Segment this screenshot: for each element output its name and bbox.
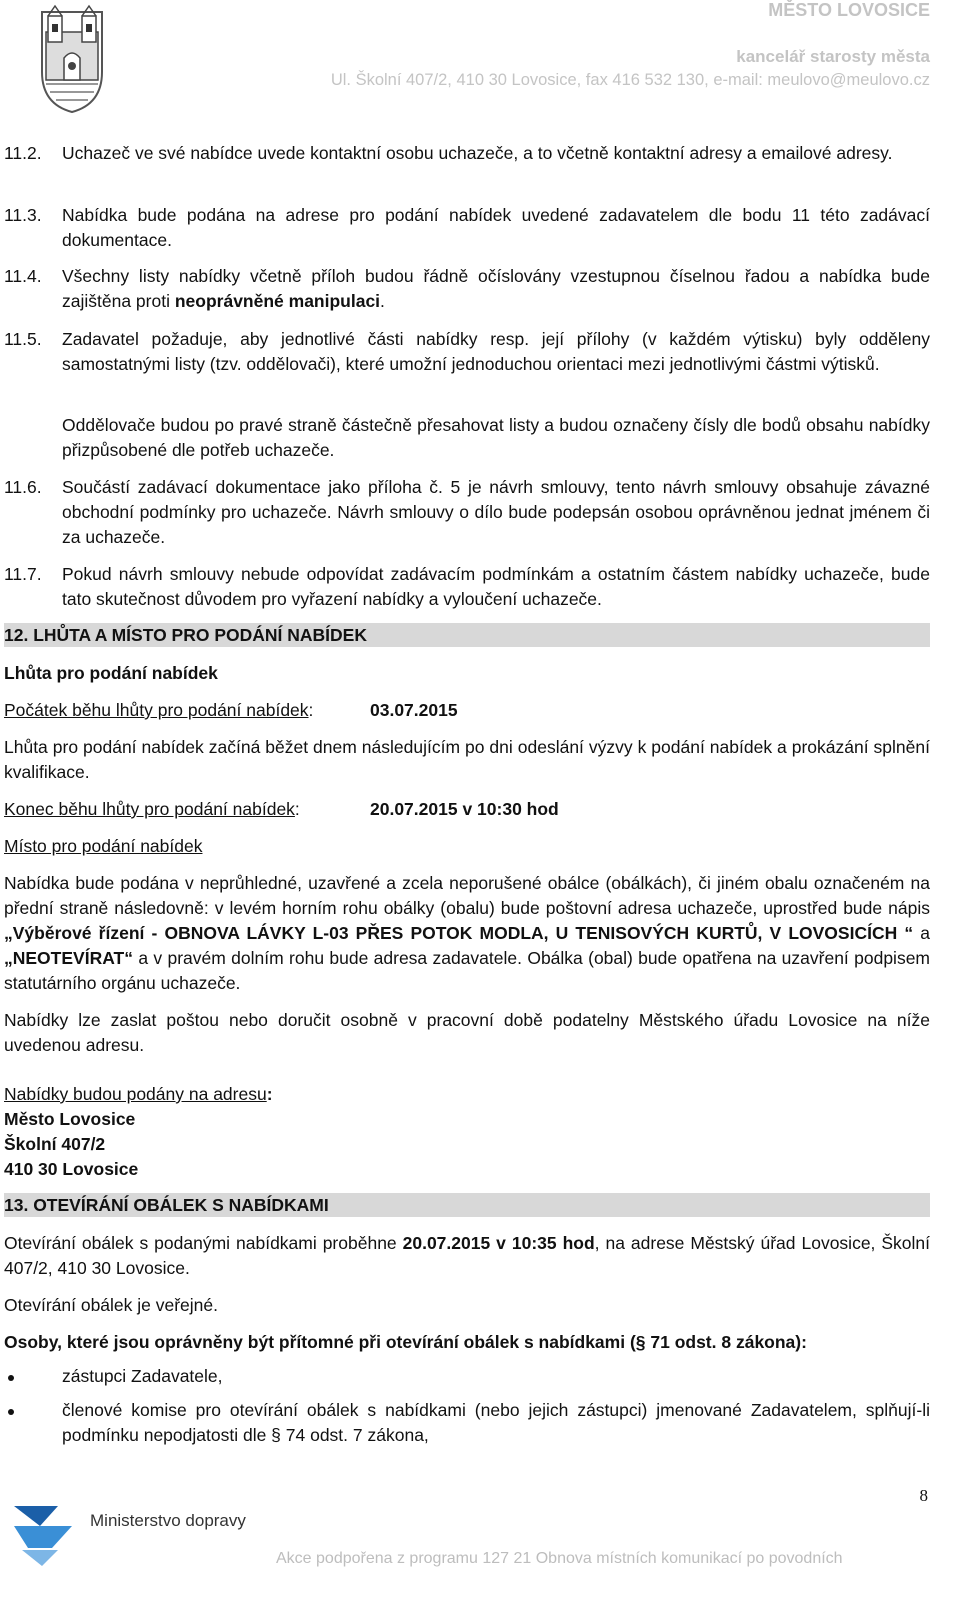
item-number: 11.6. [4,477,42,497]
item-text: Pokud návrh smlouvy nebude odpovídat zadávacím podmínkám a ostatním částem nabídky uchazeče, bude tato skutečnost důvodem pro vyřazení nabídky a vyloučení uchazeče. [62,564,930,609]
ministry-name: Ministerstvo dopravy [90,1511,246,1530]
subheading-place: Místo pro podání nabídek [4,836,203,856]
deadline-start: Počátek běhu lhůty pro podání nabídek: 03.07.2015 [4,698,930,723]
opening-date: 20.07.2015 v 10:35 hod [402,1233,595,1253]
item-number: 11.4. [4,266,42,286]
item-text-emphasis: neoprávněné manipulaci [174,291,381,311]
item-number: 11.7. [4,564,42,584]
address-line: Školní 407/2 [4,1134,106,1154]
opening-text: Otevírání obálek s podanými nabídkami proběhne [4,1233,403,1253]
item-number: 11.3. [4,205,42,225]
envelope-title: „Výběrové řízení - OBNOVA LÁVKY L-03 PŘES POTOK MODLA, U TENISOVÝCH KURTŮ, V LOVOSICÍCH “ [4,923,914,943]
deadline-end-label: Konec běhu lhůty pro podání nabídek [4,799,295,819]
list-item [4,141,930,166]
item-text: Uchazeč ve své nabídce uvede kontaktní osobu uchazeče, a to včetně kontaktní adresy a emailové adresy. [62,143,893,163]
bullet-icon [8,1375,14,1381]
opening-paragraph [4,1231,930,1281]
item-text-part: Všechny listy nabídky včetně příloh budou řádně očíslovány vzestupnou číselnou řadou a nabídka bude zajištěna proti [62,266,930,311]
list-item [4,562,930,612]
list-item [4,264,930,314]
item-number: 11.2. [4,143,42,163]
opening-text: , na adrese Městský úřad Lovosice, Školní 407/2, 410 30 Lovosice. [4,1233,931,1278]
ministry-of-transport-logo-icon [12,1500,252,1570]
header-address: Ul. Školní 407/2, 410 30 Lovosice, fax 416 532 130, e-mail: meulovo@meulovo.cz [330,71,930,89]
opening-public: Otevírání obálek je veřejné. [4,1295,219,1315]
deadline-end: Konec běhu lhůty pro podání nabídek: 20.07.2015 v 10:30 hod [4,797,930,822]
address-line: Město Lovosice [4,1109,136,1129]
address-line: 410 30 Lovosice [4,1159,139,1179]
list-item [4,327,930,377]
deadline-start-label: Počátek běhu lhůty pro podání nabídek [4,700,309,720]
item-number: 11.5. [4,329,42,349]
item-text [62,264,930,314]
place-paragraph-2: Nabídky lze zaslat poštou nebo doručit osobně v pracovní době podatelny Městského úřadu Lovosice na níže uvedenou adresu. [4,1010,930,1055]
list-item [4,475,930,550]
item-continuation: Oddělovače budou po pravé straně částečně přesahovat listy a budou označeny čísly dle bodů obsahu nabídky přizpůsobené dle potřeb uchazeče. [62,415,930,460]
bullet-text: členové komise pro otevírání obálek s nabídkami (nebo jejich zástupci) jmenované Zadavatelem, splňují-li podmínku nepodjatosti dle § 74 odst. 7 zákona, [62,1400,930,1445]
address-label: Nabídky budou podány na adresu: [4,1084,273,1104]
subheading-deadline: Lhůta pro podání nabídek [4,663,218,683]
bullet-text: zástupci Zadavatele, [62,1366,223,1386]
attendees-heading: Osoby, které jsou oprávněny být přítomné při otevírání obálek s nabídkami (§ 71 odst. 8 zákona): [4,1332,807,1352]
section-heading-12: 12. LHŮTA A MÍSTO PRO PODÁNÍ NABÍDEK [4,623,930,647]
section-heading-13: 13. OTEVÍRÁNÍ OBÁLEK S NABÍDKAMI [4,1193,930,1217]
item-text: Součástí zadávací dokumentace jako příloha č. 5 je návrh smlouvy, tento návrh smlouvy obsahuje závazné obchodní podmínky pro uchazeče. Návrh smlouvy o dílo bude podepsán osobou oprávněnou jednat jménem či za uchazeče. [62,477,930,547]
address-label-text: Nabídky budou podány na adresu [4,1084,267,1104]
place-text: Nabídka bude podána v neprůhledné, uzavřené a zcela neporušené obálce (obálkách), či jiném obalu označeném na přední straně následovně: v levém horním rohu obálky (obalu) bude poštovní adresa uchazeče, uprostřed bude nápis [4,873,930,918]
list-item [4,203,930,253]
item-text-end: . [380,291,385,311]
deadline-start-value: 03.07.2015 [370,700,458,720]
page-number: 8 [919,1486,928,1505]
bullet-icon [8,1409,14,1415]
header-city: MĚSTO LOVOSICE [768,0,930,20]
item-text: Zadavatel požaduje, aby jednotlivé části nabídky resp. její přílohy (v každém výtisku) byly odděleny samostatnými listy (tzv. oddělovači), které umožní jednoduchou orientaci mezi jednotlivými částmi výtisků. [62,329,930,374]
lovosice-coat-of-arms-icon [36,2,108,114]
deadline-start-text: Lhůta pro podání nabídek začíná běžet dnem následujícím po dni odeslání výzvy k podání nabídek a prokázání splnění kvalifikace. [4,737,930,782]
place-text: a [913,923,930,943]
header-office: kancelář starosty města [736,47,930,66]
place-paragraph [4,871,930,996]
item-text: Nabídka bude podána na adrese pro podání nabídek uvedené zadavatelem dle bodu 11 této zadávací dokumentace. [62,205,930,250]
envelope-do-not-open: „NEOTEVÍRAT“ [4,948,133,968]
footer-text: Akce podpořena z programu 127 21 Obnova místních komunikací po povodních [276,1550,843,1567]
place-text: a v pravém dolním rohu bude adresa zadavatele. Obálka (obal) bude opatřena na uzavření podpisem statutárního orgánu uchazeče. [4,948,930,993]
deadline-end-value: 20.07.2015 v 10:30 hod [370,799,559,819]
